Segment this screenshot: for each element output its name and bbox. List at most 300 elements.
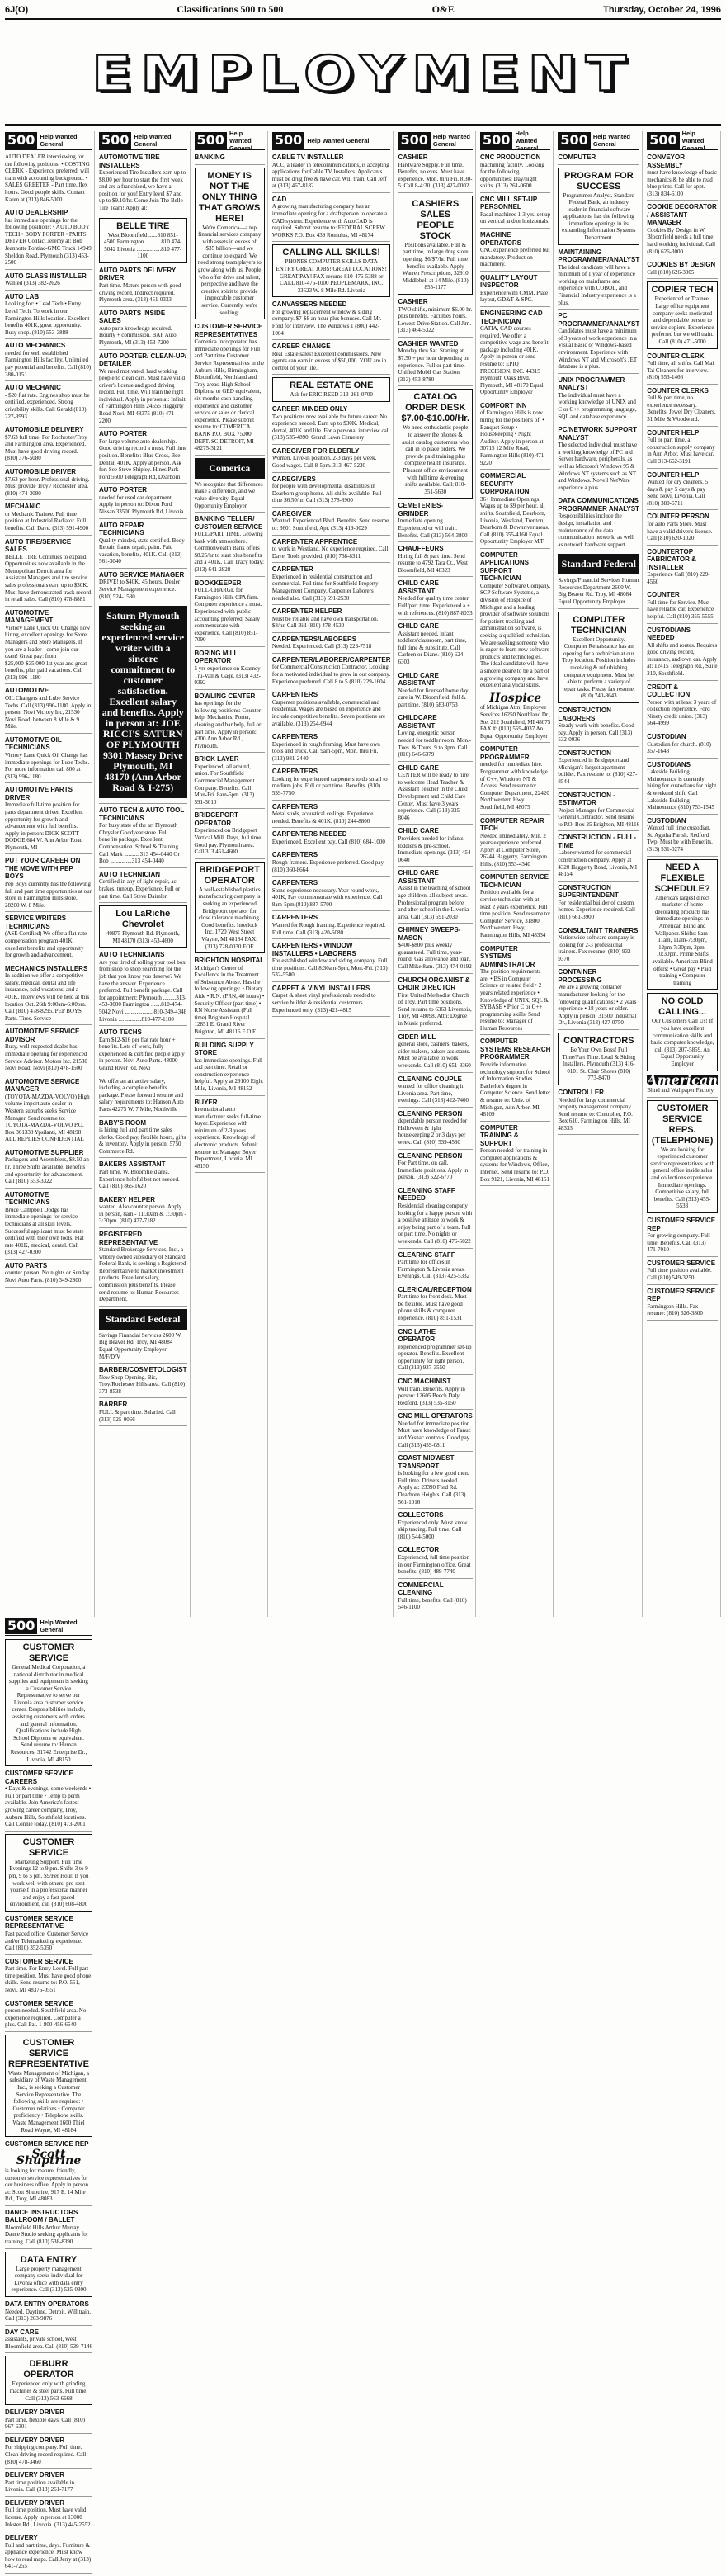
classified-ad [5, 468, 92, 500]
classified-ad [398, 1251, 473, 1283]
ad-body: to work in Westland. No experience required. Call Dave. Tools provided. (810) 768-8311 [271, 546, 389, 560]
classified-ad [195, 579, 265, 647]
classified-ad [5, 609, 92, 685]
ad-body: • Days & evenings, some weekends • Full or part time • Temp to perm available. Join America's fastest growing career company, Troy, Auburn Hills, Southfield locations. Call Connie today. (810) 473-2001 [5, 1785, 92, 1828]
ad-body: We need enthusiastic people to answer the phones & assist catalog customers who call in to place orders. We provide paid training plus complete health insurance. Pleasant office environment with full time & evening shifts available. Call: 810-351-5630 [402, 424, 469, 495]
ad-body: Bloomfield Hills Arthur Murray Dance Studio seeking applicants for training. Call (810) 538-8390 [5, 2224, 89, 2246]
classified-ad [99, 1231, 187, 1307]
classified-ad [398, 1412, 473, 1452]
classified-ad [5, 965, 92, 1026]
ad-heading: CARPENTER APPRENTICE [271, 537, 358, 546]
classified-ad [272, 475, 391, 508]
ad-body: $7.63 per hour. Professional driving. Must provide Troy / Rochester area. (810) 474-3080 [5, 475, 90, 497]
classified-ad [5, 272, 92, 291]
ad-body: General Medical Corporation, a national distributor in medical supplies and equipment is seeking a Customer Service Representative to serve our Livonia area customer service center. Responsibilities include, assisting customers with orders and general information. Qualifications include High School Diploma or equivalent. Send resume to: Human Resources, 31742 Enterprise Dr., Livonia, MI 48150 [9, 1663, 88, 1763]
ad-body: AUTO DEALER interviewing for the following positions: • COSTING CLERK - Experience preferred, will train with accounting background. • SALES GREETER - Part time, flex hours. Good people skills. Contact Karen at (313) 846-5000 [5, 154, 90, 203]
ad-heading: MAINTAINING PROGRAMMER/ANALYST [558, 248, 640, 264]
classified-ad [398, 764, 473, 825]
ad-heading: CHILD CARE ASSISTANT [398, 579, 439, 595]
company-logo: Hospice [489, 691, 542, 705]
classified-ad [5, 2534, 92, 2574]
classified-ad [398, 622, 473, 669]
display-ad [480, 691, 551, 744]
ad-body: Experienced in Bridgeport and Michigan's largest apartment builder. Fax resume to: (810) 427-8544 [558, 757, 638, 786]
ad-heading: CLEANING PERSON [398, 1109, 463, 1118]
ad-body: For Part time, on call. Immediate positions. Apply in person. (313) 522-6770 [398, 1160, 469, 1181]
ad-heading: CAREGIVER FOR ELDERLY [271, 447, 360, 455]
ad-heading: AUTO DEALERSHIP [5, 209, 68, 217]
classified-ad [647, 429, 718, 469]
classified-ad [398, 340, 473, 386]
display-ad [5, 2035, 92, 2137]
ad-body: Full & part time, no experience necessary. Benefits, Jewel Dry Cleaners, 31 Mile & Woodward. [647, 395, 716, 423]
classified-ad [398, 714, 473, 761]
ad-body: needed for immediate hire. Programmer with knowledge of C++, Windows NT & Access. Send resume to: Computer Department, 22420 Northwestern Hwy. Southfield, MI 48075 [480, 761, 549, 811]
ad-body: FULL/PART TIME. Growing bank with atmosphere. Commonwealth Bank offers $8.25/hr to start plus benefits and a 401K. Call Tracy today: (313) 641-2828 [194, 531, 264, 574]
classified-ad [5, 2328, 92, 2354]
classified-ad [272, 447, 391, 473]
classified-ad [5, 384, 92, 423]
ad-heading: CUSTOMER SERVICE REP [647, 1217, 716, 1232]
ad-heading: CNC MACHINIST [398, 1378, 451, 1386]
ad-heading: COMPUTER SYSTEMS ADMINISTRATOR [480, 944, 535, 968]
classified-ad [272, 803, 391, 829]
ad-heading: MECHANIC [5, 503, 41, 511]
classified-ad [195, 1099, 265, 1174]
ad-heading: CEMETERIES-GRINDER [398, 502, 444, 518]
ad-body: Provide information technology support for School of Information Studies. Bachelor's degree in Computer Science. Send letter & resume to: Univ. of Michigan, Ann Arbor, MI 48109 [480, 1061, 551, 1118]
ad-body: International auto manufacturer seeks full-time buyer. Experience with minimum of 2-3 years experience. Knowledge of electronic products. Submit resume to: Manager Buyer Department, Livonia, MI 48150 [194, 1106, 261, 1170]
ad-body: of Farmington Hills is now hiring for the positions of: • Banquet Setup • Housekeeping • Night Auditor. Apply in person at: 30715 12 Mile Road, Farmington Hills (810) 471-9220 [480, 409, 546, 466]
ad-heading: BANKING [194, 154, 225, 161]
ad-body: Steady work with benefits. Good pay. Apply in person. Call (313) 532-0936 [558, 722, 634, 744]
ad-heading: PROGRAM FOR SUCCESS [563, 170, 634, 191]
ad-body: The position requirements are: • BS in Computer Science or related field • 2 years related experience • Knowledge of UNIX, SQL & SYBASE • Prior C or C++ programming skills. Send resume to: Manager of Human Resources [480, 968, 549, 1032]
display-ad [647, 859, 718, 990]
ad-heading: PC/NETWORK SUPPORT ANALYST [558, 426, 637, 442]
classified-ad [647, 154, 718, 201]
display-ad [195, 458, 265, 513]
classified-ad [195, 650, 265, 690]
classified-column [99, 131, 191, 1617]
ad-body: BELLE TIRE Continues to expand. Opportunities now available in the Metropolitan Detroit area for Assistant Managers and tire service sales professionals earn up to $30K. Must have demonstrated track record in retail sales. Call (810) 478-8881 [5, 553, 92, 603]
ad-heading: AUTO GLASS INSTALLER [5, 272, 87, 280]
ad-body: Savings Financial Services 2600 W. Big Beaver Rd. Troy, MI 48084 Equal Opportunity Employer M/F/D/V [99, 1331, 182, 1360]
ad-body: America's largest direct marketer of home decorating products has immediate openings in American Blind and Wallpaper. Shifts: 8am-11am, 11am-7:30pm, 12pm-7:30pm, 2pm-10:30pm. Prime Shifts available. American Blind offers: • Great pay • Paid training • Computer training [652, 894, 713, 986]
folio-line [5, 3, 721, 20]
classified-ad [480, 1124, 550, 1186]
ad-heading: CNC MILL OPERATORS [398, 1412, 473, 1420]
ad-body: Experienced Tire Installers earn up to $8.00 per hour to start the first week and are a franchised, we have a position for you! Entry level $7 and up to $9.10/hr. Come Join The Belle Tire Team! Apply at: [99, 169, 186, 211]
ad-heading: COAST MIDWEST TRANSPORT [398, 1454, 455, 1470]
ad-body: Marketing Support. Full time Evenings 12 to 9 pm. Shifts 3 to 9 pm, 9 to 5 pm. $9/Per Hour. If you work well with others, pre-sent yourself in a professional manner and enjoy a fast-paced environment, call (810) 608-4800 [8, 1858, 89, 1908]
ad-heading: COUNTER PERSON [647, 513, 710, 521]
ad-body: Real Estate sales! Excellent commissions. New agents can earn in excess of $50,000. YOU are in control of your life. [271, 350, 387, 371]
display-ad [272, 377, 391, 402]
ad-body: DRIVE! to $40K, 45 hours. Dealer Service Management experience. (810) 524-1530 [99, 579, 181, 600]
classified-ad [99, 486, 187, 518]
ad-body: Experienced in residential construction and commercial. Full time for Southfield Property Management Company. Carpenter Laborers needed also. Call (313) 591-2530 [271, 573, 379, 602]
display-ad [558, 168, 639, 245]
ad-heading: CUSTODIAN [647, 733, 686, 740]
classified-ad [398, 1454, 473, 1509]
classified-ad [558, 927, 639, 967]
ad-heading: COMPUTER TRAINING & SUPPORT [480, 1123, 519, 1147]
ad-body: dependable person needed for Halloween & light housekeeping 2 or 3 days per week. Call (810) 539-4580 [398, 1118, 468, 1146]
ad-heading: MONEY IS NOT THE ONLY THING THAT GROWS HERE! [199, 170, 261, 224]
ad-body: Fast paced office. Customer Service and/or Telemarketing experience. Call (810) 352-5350 [5, 1930, 89, 1952]
ad-heading: CARPENTERS [271, 914, 318, 922]
classified-ad [558, 497, 639, 551]
classified-column [398, 131, 476, 1617]
display-ad [5, 2252, 92, 2297]
ad-heading: COMMERCIAL SECURITY CORPORATION [480, 472, 530, 496]
ad-body: is hiring full and part time sales clerks. Good pay, flexible hours, gifts & inventory. Apply in person: 5750 Commerce Rd. [99, 1127, 186, 1155]
ad-heading: BELLE TIRE [116, 220, 170, 231]
ad-heading: CASHIER WANTED [398, 339, 459, 347]
classified-ad [272, 636, 391, 654]
ad-body: Person with at least 3 years of collection experience. Ford Ninety credit union. (313) 564-4999 [647, 698, 717, 727]
classified-ad [272, 733, 391, 765]
classification-number: 500 [272, 132, 304, 149]
ad-body: We recognize that differences make a difference, and we value diversity. Equal Opportunity Employer. [194, 480, 263, 509]
ad-body: The selected individual must have a working knowledge of PC and Server hardware, peripherals, as well as Microsoft Windows 95 & Windows NT systems such as NT and Windows. Novell NetWare experience a plus. [558, 442, 638, 491]
ad-body: OIL Changers and Lube Service Techs. Call (313) 996-1180. Apply in person: Novi Victory Inc, 21530 Novi Road, between 8 Mile & 9 Mile. [5, 694, 92, 730]
classified-ad [398, 545, 473, 577]
classified-ad [99, 571, 187, 603]
ad-body: 40875 Plymouth Rd. Plymouth, MI 48170 (313) 453-4600 [106, 930, 180, 944]
classified-ad [480, 817, 550, 872]
display-ad [647, 281, 718, 348]
ad-body: Rough framers. Experience preferred. Good pay. (810) 360-8664 [271, 858, 385, 873]
ad-heading: CHILDCARE ASSISTANT [398, 714, 437, 730]
classification-number: 500 [480, 132, 512, 149]
ad-body: Earn $12-$16 per flat rate hour + benefits. Lots of work, fully experienced & certified people apply in person. Novi Auto Parts. 48000 Grand River Rd. Novi [99, 1036, 185, 1071]
ad-heading: CHILD CARE [398, 827, 439, 835]
newspaper-name: O&E [431, 3, 455, 15]
ad-body: Full time position available. Call (810) 549-3250 [647, 1267, 712, 1281]
ad-heading: NO COLD CALLING... [658, 996, 707, 1018]
display-ad [195, 862, 265, 953]
ad-body: must have knowledge of basic mechanics & be able to read blue prints. Call for appt. (313) 834-6100 [647, 169, 717, 197]
classification-number: 500 [99, 132, 131, 149]
ad-heading: AUTOMOBILE DELIVERY [5, 426, 84, 434]
classified-ad [398, 154, 473, 193]
ad-body: Full time position. Must have valid license. Apply in person at 13000 Inkster Rd., Livonia. (313) 445-2552 [5, 2507, 91, 2528]
classified-ad [195, 957, 265, 1038]
page-number: 6J(O) [5, 5, 29, 15]
ad-body: Wanted. Experienced Blvd. Benefits. Send resume to: 3601 Southfield, Apt. (313) 419-0029 [271, 518, 389, 532]
display-ad [99, 905, 187, 948]
ad-heading: BARBER [99, 1401, 128, 1409]
classified-ad [195, 154, 265, 165]
ad-body: Experience Call (810) 229-4560 [647, 571, 710, 585]
ad-heading: CALLING ALL SKILLS! [282, 248, 380, 258]
ad-body: Wanted for dry cleaners. 5 days & pay 5 days & pay Send Novi, Livonia. Call (810) 380-6711 [647, 479, 709, 507]
ad-body: or Mechanic Trainee. Full time position at Industrial Radiator. Full benefits. Call Dave. (313) 591-4900 [5, 510, 89, 532]
classified-ad [5, 786, 92, 854]
classified-ad [5, 687, 92, 733]
column-header [558, 131, 639, 150]
ad-heading: COUNTER HELP [647, 428, 700, 437]
ad-body: Experienced only with grinding machines & steel parts. Full time. Call (313) 563-6668 [9, 2380, 88, 2402]
ad-body: assistants, private school, West Bloomfield area. Call (810) 539-7146 [5, 2336, 92, 2350]
ad-body: 36+ Immediate Openings. Wages up to $9 per hour, all shifts. Southfield, Dearborn, Livonia, Westland, Trenton, Dearborn & Downriver areas. Call (810) 355-4160 Equal Opportunity Employer M/F [480, 495, 549, 546]
ad-heading: AUTO PARTS [5, 1261, 48, 1269]
ad-body: Waste Management of Michigan, a subsidiary of Waste Management, Inc., is seeking a Customer Service Representative. The following skills are required: • Customer relations • Computer proficiency • Telephone skills. Waste Management 1600 Thiel Road Wayne, MI 48184 [8, 2069, 89, 2134]
classification-number: 500 [5, 132, 37, 149]
display-ad [398, 196, 473, 295]
ad-body: We offer an attractive salary, including a complete benefits package. Please forward resume and salary requirements to: Hanson Auto Parts 42275 W. 7 Mile, Northville [99, 1077, 184, 1113]
ad-heading: COMMERCIAL CLEANING [398, 1581, 444, 1597]
ad-body: (TOYOTA-MAZDA-VOLVO) High volume import auto dealer in Western suburbs seeks Service Manager. Send resume to: TOYOTA-MAZDA-VOLVO P.O. Box 361338 Ypsilanti, MI 48198 ALL REPLIES CONFIDENTIAL [5, 1093, 90, 1143]
classified-ad [195, 323, 265, 456]
classified-ad [647, 761, 718, 815]
classified-ad [398, 1546, 473, 1578]
classification-number: 500 [558, 132, 590, 149]
ad-heading: CIDER MILL [398, 1033, 436, 1041]
ad-heading: MACHINE OPERATORS [480, 231, 521, 247]
classified-ad [647, 1288, 718, 1321]
ad-body: Auto parts knowledge required. Hourly + commission. BAF Auto, Plymouth, MI (313) 453-7200 [99, 324, 178, 346]
classified-ad [99, 267, 187, 307]
classification-title: Help Wanted General [515, 129, 539, 152]
ad-body: Experienced on Bridgeport Vertical Mill. Days, full time. Good pay. Plymouth area. Call 313 451-4600 [194, 827, 263, 856]
ad-heading: BRIDGEPORT OPERATOR [199, 864, 260, 886]
classified-ad [398, 1075, 473, 1108]
classified-ad [480, 745, 550, 814]
classified-ad [99, 522, 187, 569]
ad-body: Full time for Service. Must have reliable car. Experience helpful. Call (810) 355-5555 [647, 598, 714, 621]
ad-heading: CANVASSERS NEEDED [271, 300, 347, 309]
ad-heading: AUTO MECHANIC [5, 384, 61, 392]
classified-ad [272, 656, 391, 688]
classified-ad [647, 513, 718, 545]
classified-ad [272, 768, 391, 800]
ad-heading: CUSTODIANS [647, 760, 691, 768]
classified-ad [5, 1191, 92, 1260]
ad-heading: CLEARING STAFF [398, 1250, 455, 1259]
classified-ad [647, 203, 718, 258]
ad-body: FULL & part time. Salaried. Call (313) 525-0066 [99, 1408, 176, 1423]
classified-ad [558, 376, 639, 423]
ad-body: Fadal machines 1-3 yrs. set up on vertical and/or horizontals. [480, 210, 551, 225]
column-header [99, 131, 187, 150]
classified-ad [99, 806, 187, 868]
display-ad [99, 1309, 187, 1364]
ad-heading: COMPUTER APPLICATIONS SUPPORT TECHNICIAN [480, 551, 529, 583]
classified-ad [272, 851, 391, 877]
display-ad [398, 389, 473, 499]
ad-body: Needed. Daytime, Detroit. Will train. Call (313) 263-9876 [5, 2308, 92, 2323]
classified-ad [5, 2499, 92, 2531]
ad-heading: AUTO LAB [5, 292, 40, 300]
ad-heading: AUTOMOBILE DRIVER [5, 468, 77, 475]
ad-body: Part time for front desk. Must be flexible. Must have good phone skills & computer experience. (810) 851-1531 [398, 1293, 467, 1322]
ad-body: Part time. For Entry Level. Full part time position. Must have good phone skills. Send resume to: P.O. 551, Novi, MI 48376-0551 [5, 1965, 92, 1993]
ad-body: Part time. W. Bloomfield area. Experience helpful but not needed. Call (810) 865-1620 [99, 1168, 180, 1190]
classified-column [195, 131, 268, 1617]
ad-heading: CARPET & VINYL INSTALLERS [271, 984, 370, 992]
ad-body: Custodian for church. (810) 357-1648 [647, 740, 711, 755]
classified-ad [398, 298, 473, 338]
classified-ad [195, 692, 265, 754]
classified-ad [558, 968, 639, 1030]
ad-heading: BOWLING CENTER [194, 692, 256, 700]
classified-ad [272, 942, 391, 982]
ad-heading: CLERICAL/RECEPTION [398, 1285, 472, 1293]
ad-heading: BANKING TELLER/ CUSTOMER SERVICE [194, 515, 263, 531]
ad-heading: COMPUTER SYSTEMS RESEARCH PROGRAMMER [480, 1037, 551, 1061]
ad-heading: DATA ENTRY [20, 2254, 78, 2265]
ad-body: A well-established plastics manufacturing company is seeking an experienced Bridgeport operator for close tolerance machining. Good benefits. Interlock Inc. 1720 West Street Wayne, MI 48184 FAX: (313) 728-0030 EOE [198, 886, 261, 950]
classified-ad [272, 879, 391, 911]
ad-heading: CONSTRUCTION - ESTIMATOR [558, 791, 615, 807]
ad-body: 5 yrs experience on Kearney Tru-Vall & Gage. (313) 432-9392 [194, 664, 261, 687]
ad-heading: NEED A FLEXIBLE SCHEDULE? [654, 862, 710, 894]
ad-heading: AUTO SERVICE MANAGER [99, 570, 185, 579]
ad-body: Full time, all shifts. Call Mai Tai Cleaners for interview. (810) 553-1466 [647, 360, 714, 381]
display-ad [99, 218, 187, 263]
ad-body: - $20 flat rate. Engines shop must be certified, experienced. Strong drivability skills. Call Gerald (810) 227-3993 [5, 391, 90, 420]
classified-ad [398, 1033, 473, 1073]
classified-ad [480, 551, 550, 692]
classified-ad [272, 510, 391, 536]
ad-heading: CARPENTER [271, 565, 314, 574]
classified-ad [5, 1262, 92, 1288]
ad-body: The individual must have a working knowledge of UNIX and C or C++ programming language, SQL and database experience. [558, 391, 637, 420]
classified-ad [5, 1915, 92, 1955]
ad-body: Savings/Financial Services Human Resources Department 2600 W. Big Beaver Rd. Troy, MI 48084 Equal Opportunity Employer [558, 577, 639, 606]
classified-ad [558, 426, 639, 494]
classified-ad [558, 1089, 639, 1135]
ad-heading: CUSTOMER SERVICE [5, 1957, 73, 1965]
section-title: EMPLOYMENT [92, 45, 634, 102]
ad-heading: CABLE TV INSTALLER [271, 154, 344, 161]
ad-heading: CREDIT & COLLECTION [647, 683, 691, 699]
ad-heading: COMPUTER PROGRAMMER [480, 745, 530, 761]
classification-title: Help Wanted General [134, 133, 172, 148]
ad-body: Experienced, full time position in our Farmington office. Great benefits. (810) 489-7740 [398, 1553, 471, 1576]
column-header [5, 1617, 92, 1636]
classified-ad [272, 691, 391, 730]
ad-heading: CUSTODIANS NEEDED [647, 626, 691, 642]
classified-ad [5, 209, 92, 270]
ad-body: Assist in the teaching of school age children, all subject areas. Professional program before and after school in the Livonia area. Call (313) 591-2030 [398, 885, 471, 920]
classified-ad [558, 792, 639, 832]
ad-heading: CHILD CARE [398, 622, 439, 631]
classified-ad [647, 591, 718, 623]
ad-heading: COUNTER [647, 591, 680, 599]
ad-body: $400-$800 plus weekly guaranteed. Full time, year-round. Gas allowance and loan. Call Mike 8am. (313) 474-0192 [398, 942, 472, 971]
column-header [647, 131, 718, 150]
ad-heading: CARPENTERS [271, 802, 318, 811]
ad-heading: CARPENTERS • WINDOW INSTALLERS • LABORERS [271, 942, 356, 957]
ad-heading: CONSTRUCTION LABORERS [558, 707, 611, 722]
ad-heading: REAL ESTATE ONE [289, 380, 374, 391]
ad-heading: BAKERS ASSISTANT [99, 1160, 166, 1169]
classified-ad [272, 985, 391, 1017]
classified-ad [398, 1110, 473, 1150]
company-logo: American [647, 1071, 718, 1088]
ad-heading: MECHANICS INSTALLERS [5, 964, 88, 972]
ad-body: Carpenter positions available, commercial and residential. Wages are based on experience and include competitive benefits. Seven positions are available. (313) 254-6944 [271, 698, 386, 727]
classified-ad [5, 2437, 92, 2469]
ad-heading: CARPENTERS/LABORERS [271, 635, 357, 643]
ad-body: Quality minded, state certified. Body Repair, frame repair, paint. Paid vacation, benefits, 401K. Call (313) 561-3040 [99, 536, 185, 565]
display-ad [647, 1071, 718, 1098]
classified-ad [398, 1511, 473, 1543]
ad-heading: DANCE INSTRUCTORS BALLROOM / BALLET [5, 2208, 78, 2224]
ad-body: Hardware Supply. Full time. Benefits, no eves. Must have experience. Mon. thru Fri. 8:30-5. Call 8-4:30. (313) 427-0002 [398, 161, 473, 190]
classified-ad [5, 426, 92, 466]
ad-body: Comerica Incorporated has immediate openings for Full and Part time Customer Service Representatives in the Auburn Hills, Birmingham, Bloomfield, Northland and Troy areas. High School Diploma or GED equivalent, six months cash handling experience and customer service or sales or clerical experience. Please submit resume to: COMERICA BANK P.O. BOX 75000 DEPT. SC DETROIT, MI 48275-3121 [194, 338, 265, 452]
ad-heading: CHILD CARE ASSISTANT [398, 869, 439, 885]
ad-heading: CUSTOMER SERVICE [5, 1999, 73, 2007]
ad-body: for Commercial Construction Contractor. Looking for a motivated individual to grow in our company. Experience preferred. Call 8 to 5 (810) 229-1604 [271, 664, 391, 685]
classified-ad [5, 1028, 92, 1075]
ad-heading: BARBER/COSMETOLOGIST [99, 1366, 187, 1374]
ad-body: New Shop Opening. Bic, Troy/Rochester Hills area. Call (810) 373-8538 [99, 1373, 186, 1395]
ad-body: Victory Lane Quick Oil Change has immediate openings for Lube Techs. For more information call 800 at (313) 996-1180 [5, 751, 90, 780]
classified-ad [558, 884, 639, 924]
ad-body: Experienced in rough framing. Must have own tools and truck. Call 9am-5pm, Mon. thru Fri. (313) 981-2440 [271, 740, 380, 762]
ad-body: is looking for a few good men. Full time. Drivers needed. Apply at: 23390 Ford Rd. Dearborn Heights. Call (313) 561-1016 [398, 1470, 469, 1505]
ad-body: Experience with CMM, Plate layout, GD&T & SPC. [480, 289, 549, 304]
company-logo: Standard Federal [99, 1309, 187, 1330]
ad-heading: CLEANING STAFF NEEDED [398, 1186, 455, 1203]
classified-ad [5, 1958, 92, 1997]
classified-ad [398, 1328, 473, 1375]
ad-heading: CONTROLLER [558, 1089, 604, 1096]
ad-body: is looking for mature, friendly, customer service representatives for our business office. Apply in person at: Scott Shuptrine, 917 E. 14 Mile Rd., Troy, MI 48083 [5, 2167, 88, 2203]
ad-heading: DELIVERY [5, 2534, 38, 2542]
ad-body: For growing company. Full time. Benefits. Call (313) 471-7010 [647, 1232, 710, 1254]
ad-heading: COMPUTER REPAIR TECH [480, 816, 544, 832]
classified-ad [5, 1078, 92, 1146]
ad-heading: PUT YOUR CAREER ON THE MOVE WITH PEP BOYS [5, 857, 81, 881]
classified-ad [558, 154, 639, 165]
ad-heading: CONVEYOR ASSEMBLY [647, 154, 686, 169]
ad-body: PHONES COMPUTER SKILLS DATA ENTRY GREAT JOBS! GREAT LOCATIONS! GREAT PAY! FAX resume 810-476-5388 or CALL 810-476-1000 PEOPLEMARK, INC. 33523 W. 8 Mile Rd. Livonia [276, 258, 387, 294]
ad-body: has immediate openings. Full and part time. Retail or construction experience helpful. Apply at 29100 Eight Mile, Livonia, MI 48152 [194, 1056, 263, 1092]
classified-ad [272, 538, 391, 564]
classified-ad [5, 736, 92, 783]
classification-number: 500 [398, 132, 430, 149]
ad-heading: AUTO PORTER [99, 430, 148, 438]
classification-number: 500 [195, 132, 227, 149]
classified-ad [647, 548, 718, 589]
ad-heading: PC PROGRAMMER/ANALYST [558, 312, 640, 328]
ad-body: has immediate openings for the following positions: • AUTO BODY TECH • BODY PORTER • PARTS DRIVER Contact Jeremy at: Bob Jeannotte Pontiac-GMC Truck 14949 Sheldon Road, Plymouth (313) 453-2500 [5, 216, 92, 267]
ad-heading: QUALITY LAYOUT INSPECTOR [480, 273, 538, 290]
classified-ad [647, 1217, 718, 1257]
ad-body: Programmer Analyst. Standard Federal Bank, an industry leader in financial software applications, has the following immediate openings in its expanding Information Systems Department. [562, 191, 636, 242]
ad-body: Ask for ERIC REED 313-261-0700 [290, 391, 373, 399]
classified-ad [480, 402, 550, 470]
classified-ad [480, 945, 550, 1036]
ad-heading: BORING MILL OPERATOR [194, 649, 238, 665]
ad-heading: AUTO PORTER [99, 486, 148, 494]
ad-body: Full or part time, at construction supply company in Ann Arbor. Must have car. Call 313-662-3191 [647, 437, 715, 465]
classified-column [272, 131, 394, 1617]
ad-body: Immediate opening. Experienced or will train. Benefits. Call (313) 564-3800 [398, 518, 468, 539]
ad-heading: CHILD CARE [398, 763, 439, 772]
ad-heading: CNC PRODUCTION [480, 154, 541, 161]
classified-ad [5, 1770, 92, 1832]
classified-ad [272, 830, 391, 848]
ad-body: Needed immediately. Min. 2 years experience preferred. Apply at Computer Store, 26244 Haggerty, Farmington Hills. (810) 553-4340 [480, 832, 548, 867]
